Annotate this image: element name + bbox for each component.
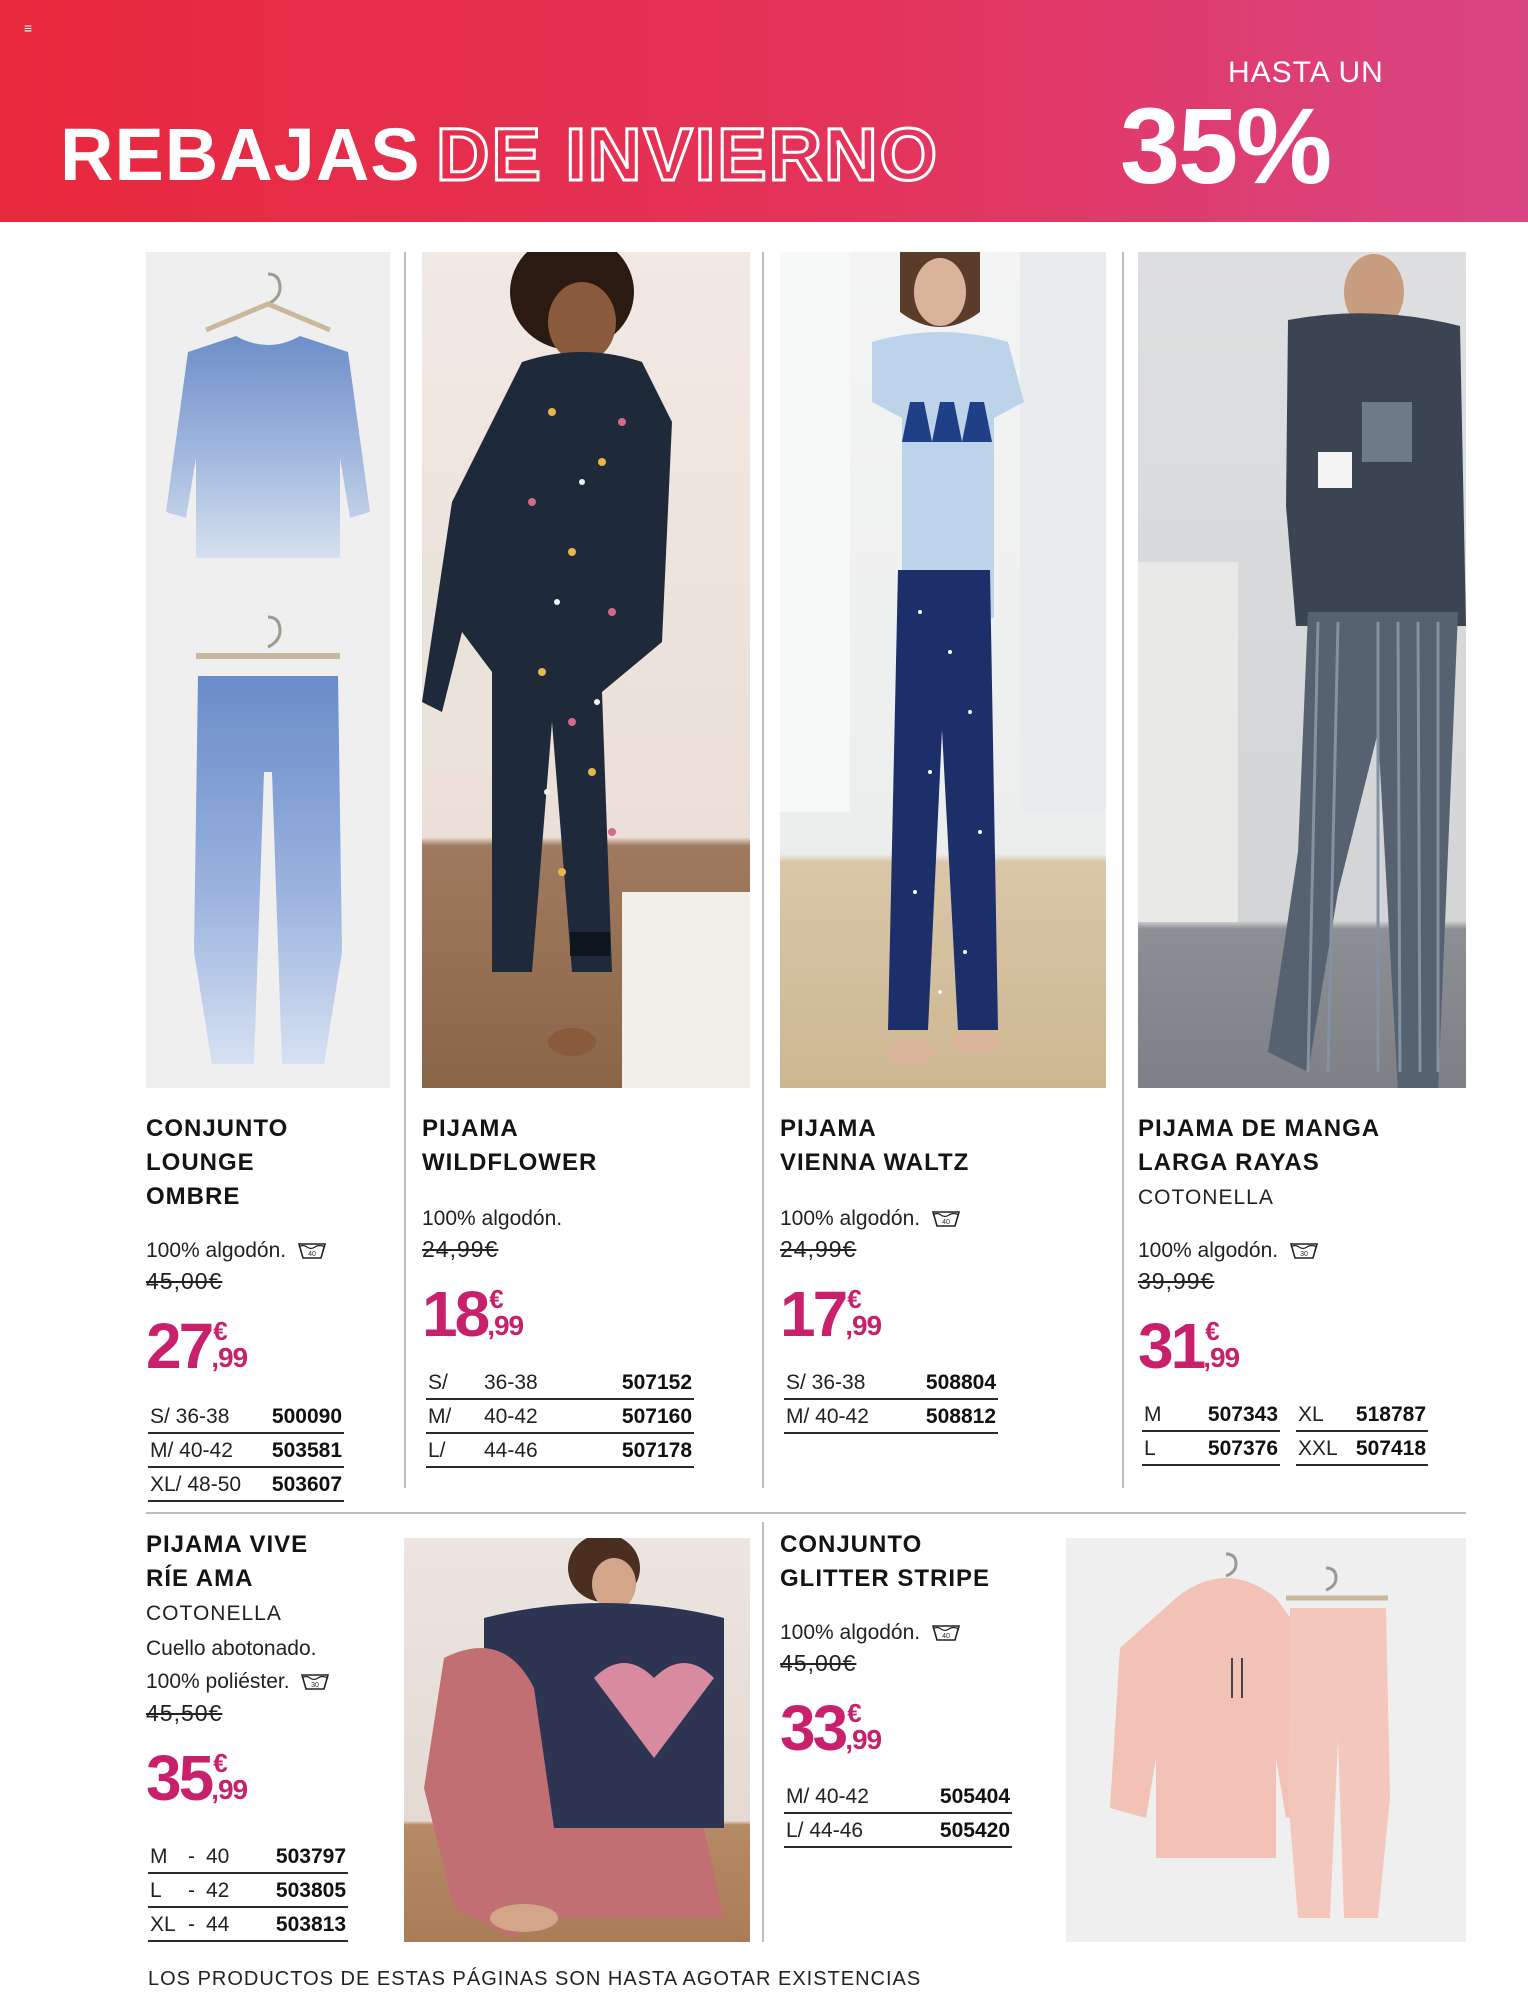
size-row: XXL 507418 — [1296, 1432, 1428, 1466]
column-divider — [1122, 252, 1124, 1488]
product-desc: 100% algodón. 30 — [1138, 1234, 1318, 1267]
price-currency: € — [213, 1748, 228, 1778]
svg-text:30: 30 — [311, 1682, 320, 1690]
banner-hasta-label: HASTA UN — [1228, 56, 1384, 89]
price-integer: 35 — [146, 1742, 212, 1814]
old-price: 45,00€ — [146, 1268, 223, 1294]
brand-label: COTONELLA — [1138, 1186, 1274, 1209]
price — [146, 1742, 248, 1816]
product-title-wildflower: PIJAMA WILDFLOWER — [422, 1115, 598, 1176]
size-row: XL - 44 503813 — [148, 1908, 348, 1942]
price-currency: € — [489, 1284, 504, 1314]
brand-label: COTONELLA — [146, 1602, 282, 1625]
old-price: 45,00€ — [780, 1650, 857, 1676]
menu-mark: ≡ — [24, 20, 33, 36]
product-photo-manga-larga-rayas — [1138, 252, 1466, 1088]
wash-40-icon — [932, 1211, 960, 1227]
price-cents: ,99 — [487, 1310, 524, 1341]
product-desc: 100% algodón. 40 — [780, 1202, 960, 1235]
size-row: M/ 40-42 507160 — [426, 1400, 694, 1434]
banner-title-bold: REBAJAS — [60, 113, 421, 196]
wash-30-icon — [1290, 1243, 1318, 1259]
price-cents: ,99 — [211, 1774, 248, 1805]
size-table — [1296, 1398, 1428, 1466]
wash-40-icon — [298, 1243, 326, 1259]
size-row: M/ 40-42 508812 — [784, 1400, 998, 1434]
price — [780, 1692, 882, 1766]
product-desc: 100% algodón. — [422, 1207, 563, 1230]
old-price: 45,50€ — [146, 1700, 223, 1726]
banner-percent: 35% — [1120, 85, 1331, 206]
wash-40-icon — [932, 1625, 960, 1641]
size-row: L 507376 — [1142, 1432, 1280, 1466]
price-integer: 27 — [146, 1310, 212, 1382]
column-divider — [762, 252, 764, 1488]
product-photo-vive-rie-ama — [404, 1538, 750, 1942]
product-desc: 100% algodón. 40 — [780, 1616, 960, 1649]
sale-banner — [0, 0, 1528, 222]
price — [422, 1278, 524, 1352]
product-title-vive-rie-ama: PIJAMA VIVE RÍE AMA — [146, 1531, 309, 1592]
price — [780, 1278, 882, 1352]
size-table — [148, 1400, 344, 1502]
price-currency: € — [213, 1316, 228, 1346]
product-title-vienna-waltz: PIJAMA VIENNA WALTZ — [780, 1115, 970, 1176]
product-photo-vienna-waltz — [780, 252, 1106, 1088]
svg-text:40: 40 — [308, 1251, 316, 1259]
price-cents: ,99 — [211, 1342, 248, 1373]
size-row: XL/ 48-50 503607 — [148, 1468, 344, 1502]
column-divider — [404, 252, 406, 1488]
price-integer: 17 — [780, 1278, 846, 1350]
size-row: M 507343 — [1142, 1398, 1280, 1432]
price-currency: € — [847, 1698, 862, 1728]
price-cents: ,99 — [1203, 1342, 1240, 1373]
wash-30-icon — [301, 1674, 329, 1690]
price-integer: 31 — [1138, 1310, 1204, 1382]
footer-disclaimer: LOS PRODUCTOS DE ESTAS PÁGINAS SON HASTA AGOTAR EXISTENCIAS — [148, 1968, 922, 1990]
old-price: 24,99€ — [780, 1236, 857, 1262]
price-currency: € — [1205, 1316, 1220, 1346]
row-divider — [146, 1512, 1466, 1514]
svg-text:40: 40 — [942, 1219, 950, 1227]
size-row: M/ 40-42 505404 — [784, 1780, 1012, 1814]
product-photo-wildflower — [422, 252, 750, 1088]
price-cents: ,99 — [845, 1310, 882, 1341]
price-integer: 18 — [422, 1278, 488, 1350]
price-cents: ,99 — [845, 1724, 882, 1755]
old-price: 24,99€ — [422, 1236, 499, 1262]
size-row: L/ 44-46 505420 — [784, 1814, 1012, 1848]
price-currency: € — [847, 1284, 862, 1314]
size-table — [784, 1366, 998, 1434]
size-row: M - 40 503797 — [148, 1840, 348, 1874]
product-title-manga-larga-rayas: PIJAMA DE MANGA LARGA RAYAS — [1138, 1115, 1381, 1176]
size-row: M/ 40-42 503581 — [148, 1434, 344, 1468]
price — [146, 1310, 248, 1384]
price-integer: 33 — [780, 1692, 846, 1764]
size-row: XL 518787 — [1296, 1398, 1428, 1432]
size-table — [784, 1780, 1012, 1848]
size-row: L/ 44-46 507178 — [426, 1434, 694, 1468]
size-row: S/ 36-38 500090 — [148, 1400, 344, 1434]
product-photo-glitter-stripe — [1066, 1538, 1466, 1942]
size-row: S/ 36-38 507152 — [426, 1366, 694, 1400]
product-desc: 100% algodón. 40 — [146, 1234, 326, 1267]
size-table — [1142, 1398, 1280, 1466]
column-divider — [762, 1522, 764, 1942]
size-row: S/ 36-38 508804 — [784, 1366, 998, 1400]
svg-text:30: 30 — [1300, 1251, 1308, 1259]
product-title-lounge-ombre: CONJUNTO LOUNGE OMBRE — [146, 1115, 289, 1210]
size-table — [148, 1840, 348, 1942]
product-desc: Cuello abotonado. 100% poliéster. 30 — [146, 1632, 329, 1698]
size-row: L - 42 503805 — [148, 1874, 348, 1908]
svg-text:40: 40 — [942, 1633, 950, 1641]
size-table — [426, 1366, 694, 1468]
product-photo-lounge-ombre — [146, 252, 390, 1088]
product-title-glitter-stripe: CONJUNTO GLITTER STRIPE — [780, 1531, 991, 1592]
price — [1138, 1310, 1240, 1384]
banner-title-outline: DE INVIERNO — [436, 113, 940, 196]
old-price: 39,99€ — [1138, 1268, 1215, 1294]
